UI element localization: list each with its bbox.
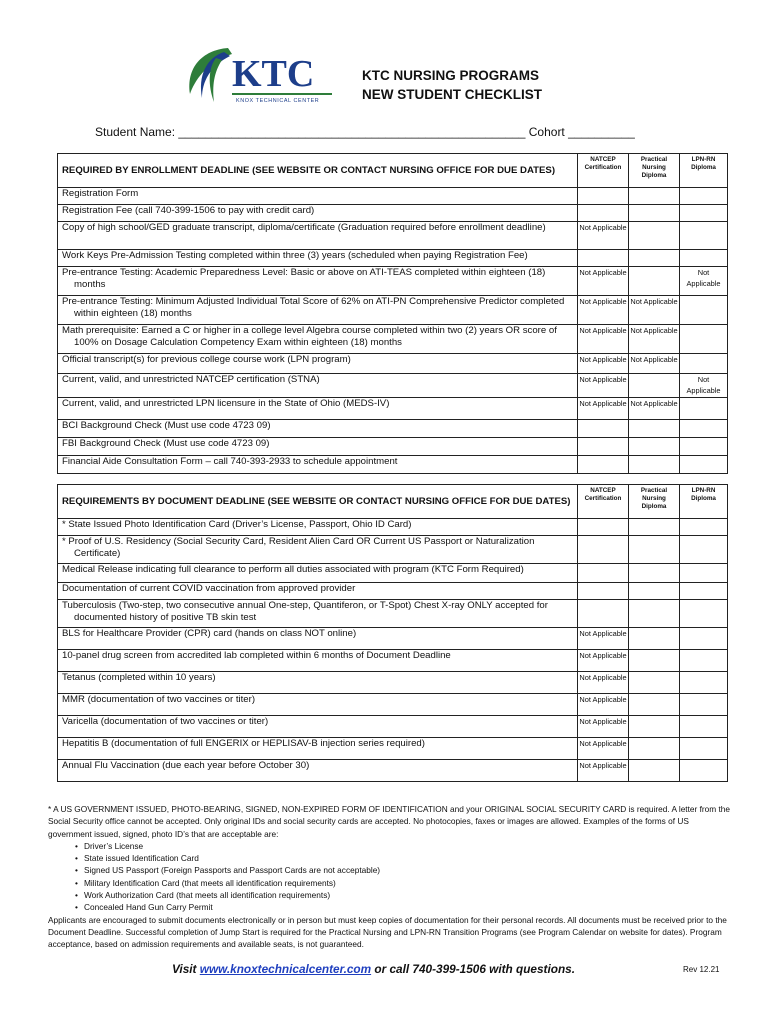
applicability-cell: Not Applicable (578, 694, 629, 716)
footer-pre: Visit (172, 962, 200, 976)
applicability-cell (629, 694, 680, 716)
applicability-cell: Not Applicable (578, 650, 629, 672)
applicability-cell: Not Applicable (578, 716, 629, 738)
applicability-cell (629, 519, 680, 536)
checklist-row (58, 374, 728, 398)
svg-text:KNOX TECHNICAL CENTER: KNOX TECHNICAL CENTER (236, 98, 320, 104)
applicability-cell (680, 420, 728, 438)
requirement-text: Official transcript(s) for previous college course work (LPN program) (58, 354, 578, 374)
requirement-text: Hepatitis B (documentation of full ENGERIX or HEPLISAV-B injection series required) (58, 738, 578, 760)
column-header: NATCEP Certification (578, 154, 629, 188)
applicability-cell: Not Applicable (578, 672, 629, 694)
requirement-text: 10-panel drug screen from accredited lab completed within 6 months of Document Deadline (58, 650, 578, 672)
requirement-text: Current, valid, and unrestricted LPN licensure in the State of Ohio (MEDS-IV) (58, 398, 578, 420)
applicability-cell (578, 456, 629, 474)
requirement-text: Math prerequisite: Earned a C or higher in a college level Algebra course completed within two (2) years OR score of 100% on Dosage Calculation Competency Exam within eighteen (18) months (58, 325, 578, 354)
acceptable-id-item: • Military Identification Card (that meets all identification requirements) (84, 877, 732, 889)
acceptable-id-item: • Driver’s License (84, 840, 732, 852)
applicability-cell (629, 650, 680, 672)
checklist-row (58, 628, 728, 650)
requirement-text: Current, valid, and unrestricted NATCEP certification (STNA) (58, 374, 578, 398)
requirement-text: BLS for Healthcare Provider (CPR) card (hands on class NOT online) (58, 628, 578, 650)
applicability-cell: Not Applicable (578, 398, 629, 420)
column-header: LPN-RN Diploma (680, 485, 728, 519)
applicability-cell: Not Applicable (578, 267, 629, 296)
column-header: Practical Nursing Diploma (629, 485, 680, 519)
checklist-row (58, 738, 728, 760)
identification-notes (48, 803, 732, 951)
requirement-text: Varicella (documentation of two vaccines or titer) (58, 716, 578, 738)
applicability-cell (629, 628, 680, 650)
applicability-cell (629, 564, 680, 583)
requirement-text: Pre-entrance Testing: Academic Preparedness Level: Basic or above on ATI-TEAS completed within eighteen (18) months (58, 267, 578, 296)
applicability-cell (629, 760, 680, 782)
checklist-row (58, 205, 728, 222)
enrollment-deadline-table (57, 153, 728, 474)
checklist-row (58, 188, 728, 205)
acceptable-id-item: • Concealed Hand Gun Carry Permit (84, 901, 732, 913)
applicability-cell (680, 354, 728, 374)
applicability-cell (578, 188, 629, 205)
applicability-cell (578, 420, 629, 438)
notes-intro: * A US GOVERNMENT ISSUED, PHOTO-BEARING, SIGNED, NON-EXPIRED FORM OF IDENTIFICATION and your ORIGINAL SOCIAL SECURITY CARD is required. A letter from the Social Security office cannot be accepted. Only original IDs and social security cards are accepted. No photocopies, faxes or images are allowed. Examples of the forms of US government issued, signed, photo ID’s that are acceptable are: (48, 804, 731, 839)
applicability-cell (629, 716, 680, 738)
student-name-cohort-line: Student Name: ____________________________________________________ Cohort __________ (95, 125, 635, 139)
applicability-cell: Not Applicable (578, 374, 629, 398)
applicability-cell (629, 583, 680, 600)
applicability-cell (680, 650, 728, 672)
applicability-cell: Not Applicable (578, 354, 629, 374)
requirement-text: Registration Fee (call 740-399-1506 to pay with credit card) (58, 205, 578, 222)
applicability-cell (629, 374, 680, 398)
applicability-cell (629, 188, 680, 205)
requirement-text: Tetanus (completed within 10 years) (58, 672, 578, 694)
applicability-cell (680, 583, 728, 600)
applicability-cell (629, 738, 680, 760)
checklist-row (58, 267, 728, 296)
applicability-cell (680, 600, 728, 628)
applicability-cell (578, 600, 629, 628)
applicability-cell: Not Applicable (578, 738, 629, 760)
applicability-cell (680, 628, 728, 650)
applicability-cell: Not Applicable (629, 296, 680, 325)
checklist-row (58, 296, 728, 325)
applicability-cell (578, 536, 629, 564)
checklist-row (58, 694, 728, 716)
applicability-cell (629, 250, 680, 267)
column-header: NATCEP Certification (578, 485, 629, 519)
requirement-text: Medical Release indicating full clearance to perform all duties associated with program (KTC Form Required) (58, 564, 578, 583)
applicability-cell (578, 438, 629, 456)
applicability-cell (680, 760, 728, 782)
applicability-cell (680, 438, 728, 456)
checklist-row (58, 325, 728, 354)
checklist-row (58, 420, 728, 438)
ktc-logo (180, 42, 340, 112)
applicability-cell (680, 519, 728, 536)
checklist-row (58, 519, 728, 536)
checklist-row (58, 716, 728, 738)
applicability-cell: Not Applicable (680, 374, 728, 398)
notes-closing: Applicants are encouraged to submit documents electronically or in person but must keep copies of documentation for their personal records. All documents must be received prior to the Document Deadline. Successful completion of Jump Start is required for the Practical Nursing and LPN-RN Transition Programs (see Program Calendar on website for dates). Program acceptance, based on admission requirements and available seats, is not guaranteed. (48, 914, 727, 950)
applicability-cell (680, 694, 728, 716)
requirement-text: * State Issued Photo Identification Card (Driver’s License, Passport, Ohio ID Card) (58, 519, 578, 536)
requirement-text: BCI Background Check (Must use code 4723 09) (58, 420, 578, 438)
acceptable-id-list (48, 840, 732, 914)
applicability-cell (680, 398, 728, 420)
acceptable-id-item: • State issued Identification Card (84, 852, 732, 864)
applicability-cell (629, 222, 680, 250)
checklist-row (58, 250, 728, 267)
applicability-cell: Not Applicable (578, 628, 629, 650)
applicability-cell (578, 519, 629, 536)
applicability-cell (629, 420, 680, 438)
applicability-cell (680, 536, 728, 564)
requirement-text: Pre-entrance Testing: Minimum Adjusted Individual Total Score of 62% on ATI-PN Comprehensive Predictor completed within eighteen (18) months (58, 296, 578, 325)
applicability-cell (629, 672, 680, 694)
checklist-row (58, 456, 728, 474)
applicability-cell (578, 583, 629, 600)
applicability-cell (629, 536, 680, 564)
requirement-text: Documentation of current COVID vaccination from approved provider (58, 583, 578, 600)
title-line-1: KTC NURSING PROGRAMS (362, 68, 540, 83)
checklist-row (58, 564, 728, 583)
applicability-cell (629, 267, 680, 296)
checklist-row (58, 536, 728, 564)
applicability-cell (680, 222, 728, 250)
requirement-text: FBI Background Check (Must use code 4723 09) (58, 438, 578, 456)
section-header: REQUIREMENTS BY DOCUMENT DEADLINE (SEE WEBSITE OR CONTACT NURSING OFFICE FOR DUE DATES) (58, 485, 578, 519)
footer-contact (172, 962, 575, 976)
applicability-cell (629, 205, 680, 222)
checklist-row (58, 760, 728, 782)
footer-post: or call 740-399-1506 with questions. (371, 962, 576, 976)
applicability-cell (680, 716, 728, 738)
requirement-text: Tuberculosis (Two-step, two consecutive annual One-step, Quantiferon, or T-Spot) Chest X-ray ONLY accepted for documented history of positive TB skin test (58, 600, 578, 628)
applicability-cell (680, 325, 728, 354)
swoosh-logo-icon (180, 42, 340, 112)
title-line-2: NEW STUDENT CHECKLIST (362, 87, 542, 102)
checklist-row (58, 600, 728, 628)
applicability-cell (578, 250, 629, 267)
applicability-cell: Not Applicable (629, 398, 680, 420)
applicability-cell (629, 600, 680, 628)
requirement-text: * Proof of U.S. Residency (Social Security Card, Resident Alien Card OR Current US Passport or Naturalization Certificate) (58, 536, 578, 564)
applicability-cell (680, 188, 728, 205)
section-header: REQUIRED BY ENROLLMENT DEADLINE (SEE WEBSITE OR CONTACT NURSING OFFICE FOR DUE DATES) (58, 154, 578, 188)
requirement-text: Registration Form (58, 188, 578, 205)
acceptable-id-item: • Work Authorization Card (that meets all identification requirements) (84, 889, 732, 901)
applicability-cell (680, 205, 728, 222)
applicability-cell (629, 438, 680, 456)
applicability-cell (578, 205, 629, 222)
applicability-cell (629, 456, 680, 474)
svg-text:KTC: KTC (232, 53, 315, 95)
requirement-text: Work Keys Pre-Admission Testing completed within three (3) years (scheduled when paying Registration Fee) (58, 250, 578, 267)
applicability-cell (680, 672, 728, 694)
applicability-cell: Not Applicable (680, 267, 728, 296)
website-link[interactable]: www.knoxtechnicalcenter.com (199, 962, 372, 976)
checklist-row (58, 583, 728, 600)
applicability-cell: Not Applicable (578, 760, 629, 782)
requirement-text: Annual Flu Vaccination (due each year before October 30) (58, 760, 578, 782)
checklist-row (58, 354, 728, 374)
column-header: LPN-RN Diploma (680, 154, 728, 188)
applicability-cell: Not Applicable (629, 354, 680, 374)
requirement-text: MMR (documentation of two vaccines or titer) (58, 694, 578, 716)
applicability-cell (680, 456, 728, 474)
applicability-cell: Not Applicable (629, 325, 680, 354)
page-title (362, 66, 542, 104)
document-deadline-table (57, 484, 728, 782)
applicability-cell (578, 564, 629, 583)
applicability-cell: Not Applicable (578, 325, 629, 354)
checklist-row (58, 650, 728, 672)
checklist-row (58, 438, 728, 456)
checklist-row (58, 222, 728, 250)
applicability-cell: Not Applicable (578, 296, 629, 325)
applicability-cell (680, 296, 728, 325)
applicability-cell (680, 738, 728, 760)
checklist-row (58, 672, 728, 694)
applicability-cell (680, 564, 728, 583)
applicability-cell (680, 250, 728, 267)
column-header: Practical Nursing Diploma (629, 154, 680, 188)
applicability-cell: Not Applicable (578, 222, 629, 250)
requirement-text: Copy of high school/GED graduate transcript, diploma/certificate (Graduation required before enrollment deadline) (58, 222, 578, 250)
revision-label: Rev 12.21 (683, 965, 720, 974)
requirement-text: Financial Aide Consultation Form – call 740-393-2933 to schedule appointment (58, 456, 578, 474)
acceptable-id-item: • Signed US Passport (Foreign Passports and Passport Cards are not acceptable) (84, 864, 732, 876)
checklist-row (58, 398, 728, 420)
